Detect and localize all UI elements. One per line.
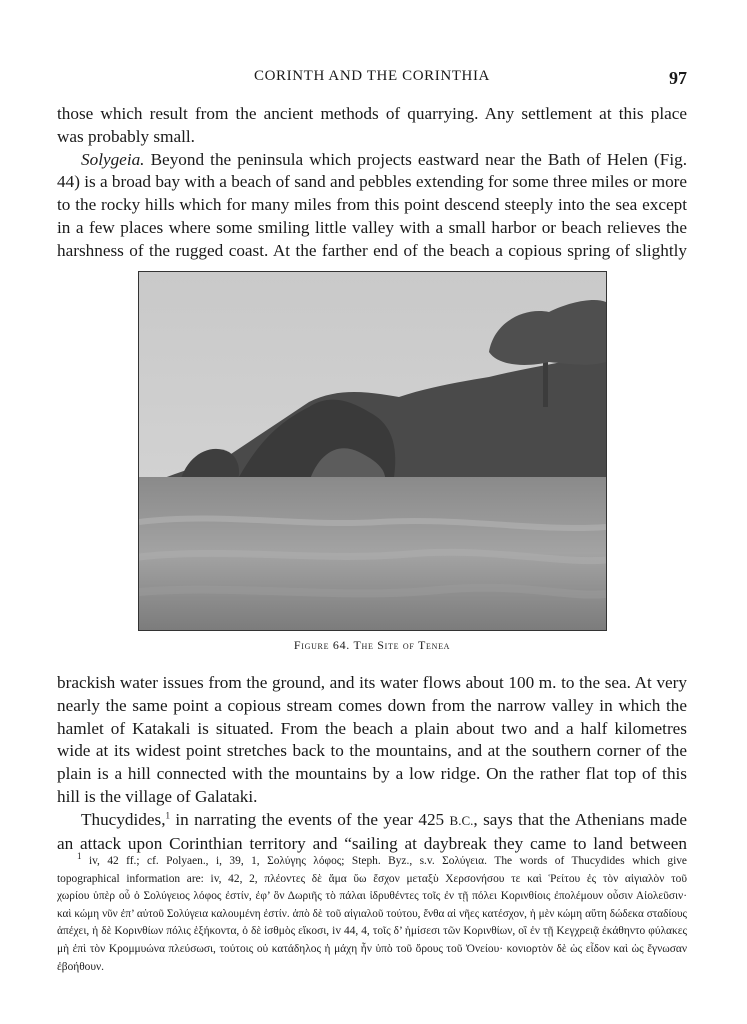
figure-caption (57, 638, 687, 653)
footnote-line: ἐβοήθουν. (57, 960, 105, 973)
text-line: plain is a hill connected with the mountains by a low ridge. On the rather flat top of this (57, 764, 687, 784)
text-line: brackish water issues from the ground, and its water flows about 100 m. to the sea. At very (57, 673, 687, 692)
text-line: nearly the same point a copious stream comes down from the narrow valley in which the (57, 695, 687, 715)
text-line: 44) is a broad bay with a beach of sand and pebbles extending for some three miles or more (57, 172, 688, 192)
paragraph-katakali (57, 672, 687, 809)
text-line: in a few places where some smiling little valley with a small harbor or beach relieves the (57, 217, 687, 237)
body-text-top (57, 103, 687, 263)
footnote-line: ἀπέχει, ἡ δὲ Κορινθίων πόλις ἑξήκοντα, ὁ δὲ ἰσθμὸς εἴκοσι, iv 44, 4, τοῖς δ’ ἡμίσεσι τῶν Κορινθίων, οἳ ἐν τῇ Κεγχρειᾷ ἐκάθηντο φύλακες (57, 925, 687, 938)
text-run: , says that the Athenians made (473, 809, 687, 829)
landscape-photo (139, 272, 606, 630)
text-line: was probably small. (57, 126, 195, 146)
footnote-marker: 1 (77, 851, 82, 862)
text-line: hamlet of Katakali is situated. From the beach a plain about two and a half kilometres (57, 718, 687, 738)
footnote-text: iv, 42 ff.; cf. Polyaen., i, 39, 1, Σολύγης λόφος; Steph. Byz., s.v. Σολύγεια. The words of Thucydides which give (81, 855, 687, 867)
figure-caption-text: Figure 64. The Site of Tenea (293, 638, 451, 652)
text-line (57, 809, 687, 833)
body-text-bottom (57, 672, 687, 855)
text-line: to the rocky hills which for many miles from this point descend steeply into the sea except (57, 195, 687, 215)
page-number: 97 (669, 68, 687, 88)
text-line: wide at its widest point stretches back to the mountains, and at the southern corner of the (57, 741, 687, 761)
text-line (57, 149, 687, 172)
footnote-line: topographical information are: iv, 42, 2, πλέοντες δὲ ἅμα ὕω ἔσχον μεταξὺ Χερσονήσου τε καὶ Ῥείτου ἐς τὸν αἰγιαλὸν τοῦ (57, 872, 687, 885)
text-run: Thucydides, (81, 809, 166, 829)
footnote-line (57, 853, 687, 871)
footnote-line: καὶ κώμη νῦν ἐπ’ αὐτοῦ Σολύγεια καλουμένη ἐστίν. ἀπὸ δὲ τοῦ αἰγιαλοῦ τούτου, ἔνθα αἱ νῆες κατέσχον, ἡ μὲν κώμη αὕτη δώδεκα σταδίους (57, 907, 687, 920)
footnote-line: χωρίου ὑπὲρ οὗ ὁ Σολύγειος λόφος ἐστίν, ἐφ’ ὃν Δωριῆς τὸ πάλαι ἱδρυθέντες τοῖς ἐν τῇ πόλει Κορινθίοις ἐπολέμουν οὖσιν Αἰολεῦσιν· (57, 890, 687, 903)
paragraph-quarrying (57, 103, 687, 149)
text-line: harshness of the rugged coast. At the farther end of the beach a copious spring of slightly (57, 240, 687, 260)
paragraph-thucydides (57, 809, 687, 856)
era-abbreviation: B.C. (449, 812, 474, 828)
footnote-reference: 1 (165, 810, 170, 821)
text-line: those which result from the ancient methods of quarrying. Any settlement at this place (57, 104, 687, 123)
footnote (57, 853, 687, 976)
figure-photograph (138, 271, 607, 631)
running-head (57, 68, 687, 90)
text-line: hill is the village of Galataki. (57, 786, 258, 806)
text-line: an attack upon Corinthian territory and “sailing at daybreak they came to land between (57, 833, 687, 853)
text-run: in narrating the events of the year 425 (170, 809, 450, 829)
text-run: Beyond the peninsula which projects eastward near the Bath of Helen (Fig. (144, 149, 687, 169)
section-heading-solygeia: Solygeia. (81, 149, 145, 169)
running-head-title: CORINTH AND THE CORINTHIA (254, 68, 490, 84)
footnote-line: μὴ ἐπὶ τὸν Κρομμυώνα πλεύσωσι, τούτοις οὐ κατάδηλος ἡ μάχη ἦν ὑπὸ τοῦ ὄρους τοῦ Ὀνείου· κονιορτὸν δὲ ὡς εἶδον καὶ ὡς ἔγνωσαν (57, 942, 687, 955)
paragraph-solygeia (57, 149, 687, 263)
